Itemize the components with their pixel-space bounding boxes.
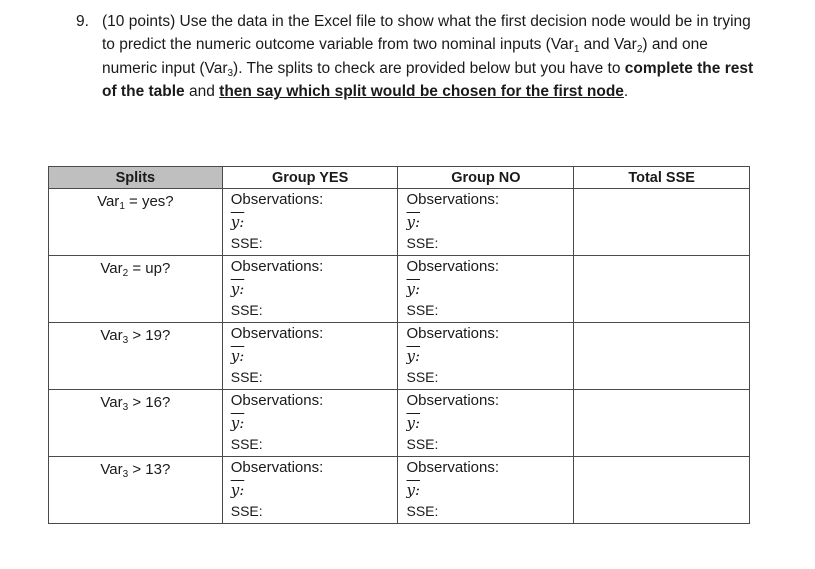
bold-instruction: complete the rest of the table bbox=[102, 59, 754, 101]
question-block bbox=[76, 10, 766, 104]
ybar-label: y: bbox=[230, 414, 245, 432]
question-text: (10 points) Use the data in the Excel file to show what the first decision node would be in trying to predict the numeric outcome variable from two nominal inputs (Var$_1$ and Var$_2$) and one numeric input (Var$_3$). The splits to check are provided below but you have to complete the rest of the table and then say which split would be chosen for the first node. bbox=[102, 13, 754, 101]
group-no-cell[interactable] bbox=[398, 323, 574, 390]
ybar-label: y: bbox=[406, 414, 421, 432]
group-no-cell[interactable] bbox=[398, 390, 574, 457]
observations-label: Observations: bbox=[230, 258, 324, 275]
total-sse-cell[interactable] bbox=[574, 256, 750, 323]
ybar-label: y: bbox=[230, 481, 245, 499]
header-splits: Splits bbox=[49, 167, 223, 189]
header-total-sse: Total SSE bbox=[574, 167, 750, 189]
sse-label: SSE: bbox=[230, 503, 263, 519]
table-row bbox=[49, 390, 750, 457]
header-group-no: Group NO bbox=[398, 167, 574, 189]
split-condition: Var$_2$ = up? bbox=[49, 256, 223, 323]
ybar-label: y: bbox=[230, 280, 245, 298]
total-sse-cell[interactable] bbox=[574, 390, 750, 457]
observations-label: Observations: bbox=[230, 325, 324, 342]
total-sse-cell[interactable] bbox=[574, 323, 750, 390]
group-yes-cell[interactable] bbox=[222, 457, 398, 524]
ybar-label: y: bbox=[406, 481, 421, 499]
sse-label: SSE: bbox=[230, 302, 263, 318]
ybar-label: y: bbox=[406, 347, 421, 365]
group-no-cell[interactable] bbox=[398, 189, 574, 256]
sse-label: SSE: bbox=[406, 369, 439, 385]
split-condition: Var$_3$ > 19? bbox=[49, 323, 223, 390]
header-group-yes: Group YES bbox=[222, 167, 398, 189]
ybar-label: y: bbox=[230, 347, 245, 365]
observations-label: Observations: bbox=[230, 459, 324, 476]
group-yes-cell[interactable] bbox=[222, 390, 398, 457]
ybar-label: y: bbox=[406, 213, 421, 231]
sse-label: SSE: bbox=[406, 235, 439, 251]
sse-label: SSE: bbox=[230, 369, 263, 385]
observations-label: Observations: bbox=[230, 392, 324, 409]
observations-label: Observations: bbox=[406, 258, 500, 275]
sse-label: SSE: bbox=[406, 302, 439, 318]
table-row bbox=[49, 323, 750, 390]
table-header-row bbox=[49, 167, 750, 189]
total-sse-cell[interactable] bbox=[574, 457, 750, 524]
ybar-label: y: bbox=[230, 213, 245, 231]
table-row bbox=[49, 457, 750, 524]
sse-label: SSE: bbox=[230, 235, 263, 251]
sse-label: SSE: bbox=[406, 503, 439, 519]
group-yes-cell[interactable] bbox=[222, 323, 398, 390]
observations-label: Observations: bbox=[406, 325, 500, 342]
group-no-cell[interactable] bbox=[398, 457, 574, 524]
splits-table bbox=[48, 166, 750, 524]
table-row bbox=[49, 189, 750, 256]
sse-label: SSE: bbox=[406, 436, 439, 452]
sse-label: SSE: bbox=[230, 436, 263, 452]
group-yes-cell[interactable] bbox=[222, 189, 398, 256]
split-condition: Var$_1$ = yes? bbox=[49, 189, 223, 256]
split-condition: Var$_3$ > 13? bbox=[49, 457, 223, 524]
group-yes-cell[interactable] bbox=[222, 256, 398, 323]
observations-label: Observations: bbox=[230, 191, 324, 208]
observations-label: Observations: bbox=[406, 191, 500, 208]
group-no-cell[interactable] bbox=[398, 256, 574, 323]
bold-underline-instruction: then say which split would be chosen for the first node bbox=[219, 83, 624, 101]
table-row bbox=[49, 256, 750, 323]
observations-label: Observations: bbox=[406, 392, 500, 409]
question-number: 9. bbox=[76, 13, 89, 30]
total-sse-cell[interactable] bbox=[574, 189, 750, 256]
split-condition: Var$_3$ > 16? bbox=[49, 390, 223, 457]
ybar-label: y: bbox=[406, 280, 421, 298]
observations-label: Observations: bbox=[406, 459, 500, 476]
